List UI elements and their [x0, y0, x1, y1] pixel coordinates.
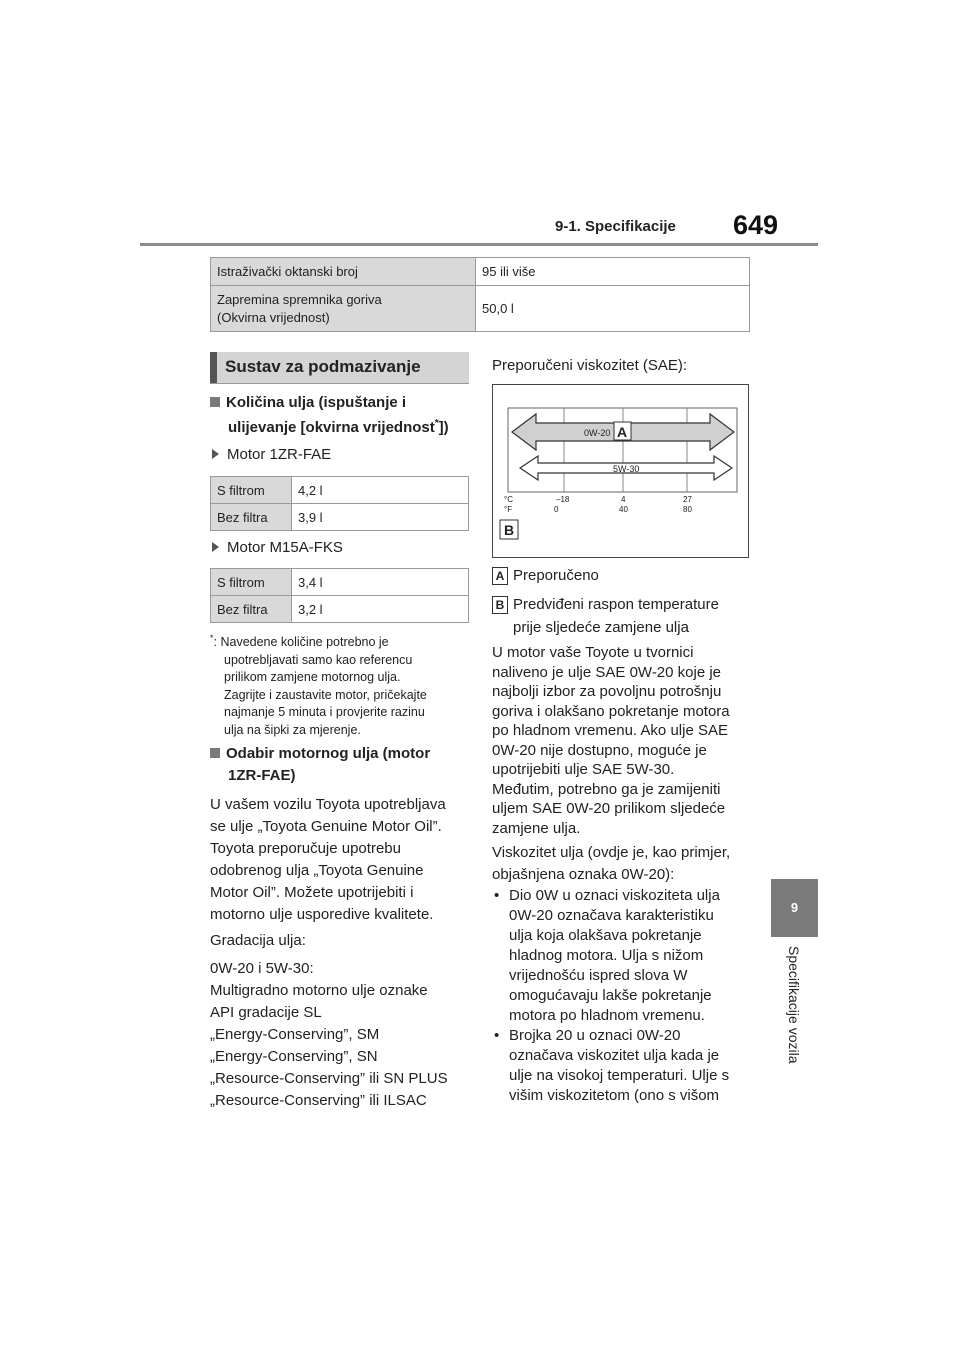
text-line: višim viskozitetom (ono s višom [509, 1087, 720, 1104]
legend-a-text: Preporučeno [513, 567, 599, 584]
footnote-line: Zagrijte i zaustavite motor, pričekajte [224, 687, 427, 702]
subheading-text: ]) [438, 419, 449, 436]
legend-a-marker: A [492, 567, 508, 585]
table-row [211, 569, 469, 596]
subheading-text: Količina ulja (ispuštanje i [226, 394, 407, 411]
section-heading-text: Sustav za podmazivanje [225, 357, 421, 376]
text-line: motorno ulje usporedive kvalitete. [210, 906, 434, 923]
subheading-oil-qty-line2 [228, 418, 449, 436]
text-line [492, 886, 754, 906]
subheading-text: ulijevanje [okvirna vrijednost [228, 419, 435, 436]
footnote [210, 630, 472, 739]
text-line: „Resource-Conserving” ili ILSAC [210, 1092, 427, 1109]
heading-underline [210, 383, 469, 384]
engine-label: Motor M15A-FKS [227, 539, 343, 556]
text-line: odobrenog ulja „Toyota Genuine [210, 862, 424, 879]
legend-b-text: Predviđeni raspon temperature [513, 596, 719, 613]
table-cell-label: Bez filtra [211, 504, 292, 531]
text-line: objašnjena oznaka 0W-20): [492, 866, 675, 883]
tick-f-1: 0 [554, 505, 559, 514]
viscosity-title: Preporučeni viskozitet (SAE): [492, 357, 688, 374]
footnote-text: : Navedene količine potrebno je [213, 635, 389, 650]
section-heading [210, 352, 469, 383]
oil-table-1zr [210, 476, 469, 531]
text-line: ulja koja olakšava pokretanje [509, 927, 702, 944]
oil-table-m15a [210, 568, 469, 623]
subheading-oil-select [210, 745, 430, 762]
table-cell-value: 3,4 l [292, 569, 469, 596]
header-rule [140, 243, 818, 246]
triangle-bullet-icon [212, 542, 219, 552]
footnote-line: upotrebljavati samo kao referencu [224, 652, 413, 667]
text-line: „Energy-Conserving”, SN [210, 1048, 378, 1065]
paragraph-factory-oil [492, 643, 754, 838]
square-bullet-icon [210, 397, 220, 407]
engine-m15a [212, 537, 343, 559]
tick-f-3: 80 [683, 505, 692, 514]
text-line: Međutim, potrebno ga je zamijeniti [492, 780, 721, 798]
table-cell-value: 4,2 l [292, 477, 469, 504]
footnote-marker: * [434, 418, 439, 429]
callout-b: B [504, 522, 515, 538]
text-line: Motor Oil”. Možete upotrijebiti i [210, 884, 414, 901]
text-line: uljem SAE 0W-20 prilikom sljedeće [492, 800, 726, 817]
chapter-tab: 9 [771, 879, 818, 937]
text-line: Toyota preporučuje upotrebu [210, 840, 401, 857]
text-line: omogućavaju lakše pokretanje [509, 987, 712, 1004]
viscosity-diagram [492, 384, 749, 558]
text-line: U vašem vozilu Toyota upotrebljava [210, 796, 446, 813]
footnote-line: najmanje 5 minuta i provjerite razinu [224, 705, 425, 720]
text-line: Multigradno motorno ulje oznake [210, 982, 428, 999]
text-line: goriva i olakšano pokretanje motora [492, 702, 730, 720]
table-cell-label: S filtrom [211, 569, 292, 596]
heading-bar [210, 352, 217, 383]
subheading-text: Odabir motornog ulja (motor [226, 745, 431, 762]
label-line: (Okvirna vrijednost) [217, 309, 330, 325]
footnote-marker: * [210, 633, 214, 643]
triangle-bullet-icon [212, 449, 219, 459]
text-line: označava viskozitet ulja kada je [509, 1047, 720, 1064]
label-line: Zapremina spremnika goriva [217, 291, 382, 307]
callout-a: A [617, 424, 628, 440]
footnote-line: prilikom zamjene motornog ulja. [224, 670, 401, 685]
grade-0w20-label: 0W-20 [584, 428, 611, 438]
square-bullet-icon [210, 748, 220, 758]
table-row [211, 504, 469, 531]
engine-1zr [212, 444, 331, 466]
text-line: Viskozitet ulja (ovdje je, kao primjer, [492, 844, 731, 861]
tick-c-1: –18 [556, 495, 570, 504]
legend-b [492, 594, 719, 616]
engine-label: Motor 1ZR-FAE [227, 446, 332, 463]
page-number: 649 [733, 210, 779, 240]
table-cell-label: Istraživački oktanski broj [211, 258, 476, 286]
grade-5w30-label: 5W-30 [613, 464, 640, 474]
chapter-label [756, 946, 832, 1086]
text-line: upotrijebiti ulje SAE 5W-30. [492, 761, 675, 778]
text-line: zamjene ulja. [492, 819, 581, 837]
table-cell-value: 3,9 l [292, 504, 469, 531]
list-item [492, 1026, 754, 1106]
tick-c-3: 27 [683, 495, 692, 504]
text-line: naliveno je ulje SAE 0W-20 koje je [492, 663, 722, 681]
table-row [211, 258, 750, 286]
unit-f: °F [504, 505, 513, 514]
footnote-line: ulja na šipki za mjerenje. [224, 722, 361, 737]
table-cell-value: 95 ili više [476, 258, 750, 286]
table-row [211, 477, 469, 504]
text-line: hladnog motora. Ulja s nižom [509, 947, 704, 964]
bullet-list [492, 886, 754, 1106]
fuel-table [210, 257, 750, 332]
subheading-oil-qty [210, 394, 406, 411]
grade-label: Gradacija ulja: [210, 932, 306, 949]
text-line: motora po hladnom vremenu. [509, 1007, 705, 1024]
tick-f-2: 40 [619, 505, 628, 514]
legend-a [492, 565, 599, 587]
subheading-oil-select-line2: 1ZR-FAE) [228, 767, 296, 784]
text-line: vrijednošću ispred slova W [509, 967, 688, 984]
table-row [211, 596, 469, 623]
section-title: 9-1. Specifikacije [555, 218, 676, 235]
text-line [492, 1026, 754, 1046]
text-line: „Resource-Conserving” ili SN PLUS [210, 1070, 448, 1087]
text-line: 0W-20 nije dostupno, moguće je [492, 741, 707, 759]
bullet-text: Brojka 20 u oznaci 0W-20 [509, 1027, 681, 1044]
tick-c-2: 4 [621, 495, 626, 504]
text-line: 0W-20 označava karakteristiku [509, 907, 714, 924]
text-line: ulje na visokoj temperaturi. Ulje s [509, 1067, 730, 1084]
table-cell-label: Bez filtra [211, 596, 292, 623]
bullet-text: Dio 0W u oznaci viskoziteta ulja [509, 887, 720, 904]
table-cell-label [211, 286, 476, 332]
table-cell-value: 3,2 l [292, 596, 469, 623]
footnote-line [210, 630, 472, 652]
text-line: U motor vaše Toyote u tvornici [492, 644, 694, 661]
list-item [492, 886, 754, 1026]
paragraph-genuine-oil [210, 794, 478, 926]
bullet-icon: • [494, 887, 500, 904]
text-line: „Energy-Conserving”, SM [210, 1026, 380, 1043]
table-cell-label: S filtrom [211, 477, 292, 504]
legend-b-line2: prije sljedeće zamjene ulja [513, 619, 689, 636]
text-line: se ulje „Toyota Genuine Motor Oil”. [210, 818, 442, 835]
text-line: 0W-20 i 5W-30: [210, 960, 314, 977]
paragraph-grade [210, 958, 478, 1112]
legend-b-marker: B [492, 596, 508, 614]
paragraph-viscosity-intro [492, 842, 754, 886]
unit-c: °C [504, 495, 513, 504]
table-row [211, 286, 750, 332]
text-line: najbolji izbor za povoljnu potrošnju [492, 683, 722, 700]
table-cell-value: 50,0 l [476, 286, 750, 332]
text-line: API gradacije SL [210, 1004, 322, 1021]
bullet-icon: • [494, 1027, 500, 1044]
chapter-label-text: Specifikacije vozila [786, 946, 802, 1064]
text-line: po hladnom vremenu. Ako ulje SAE [492, 722, 728, 739]
